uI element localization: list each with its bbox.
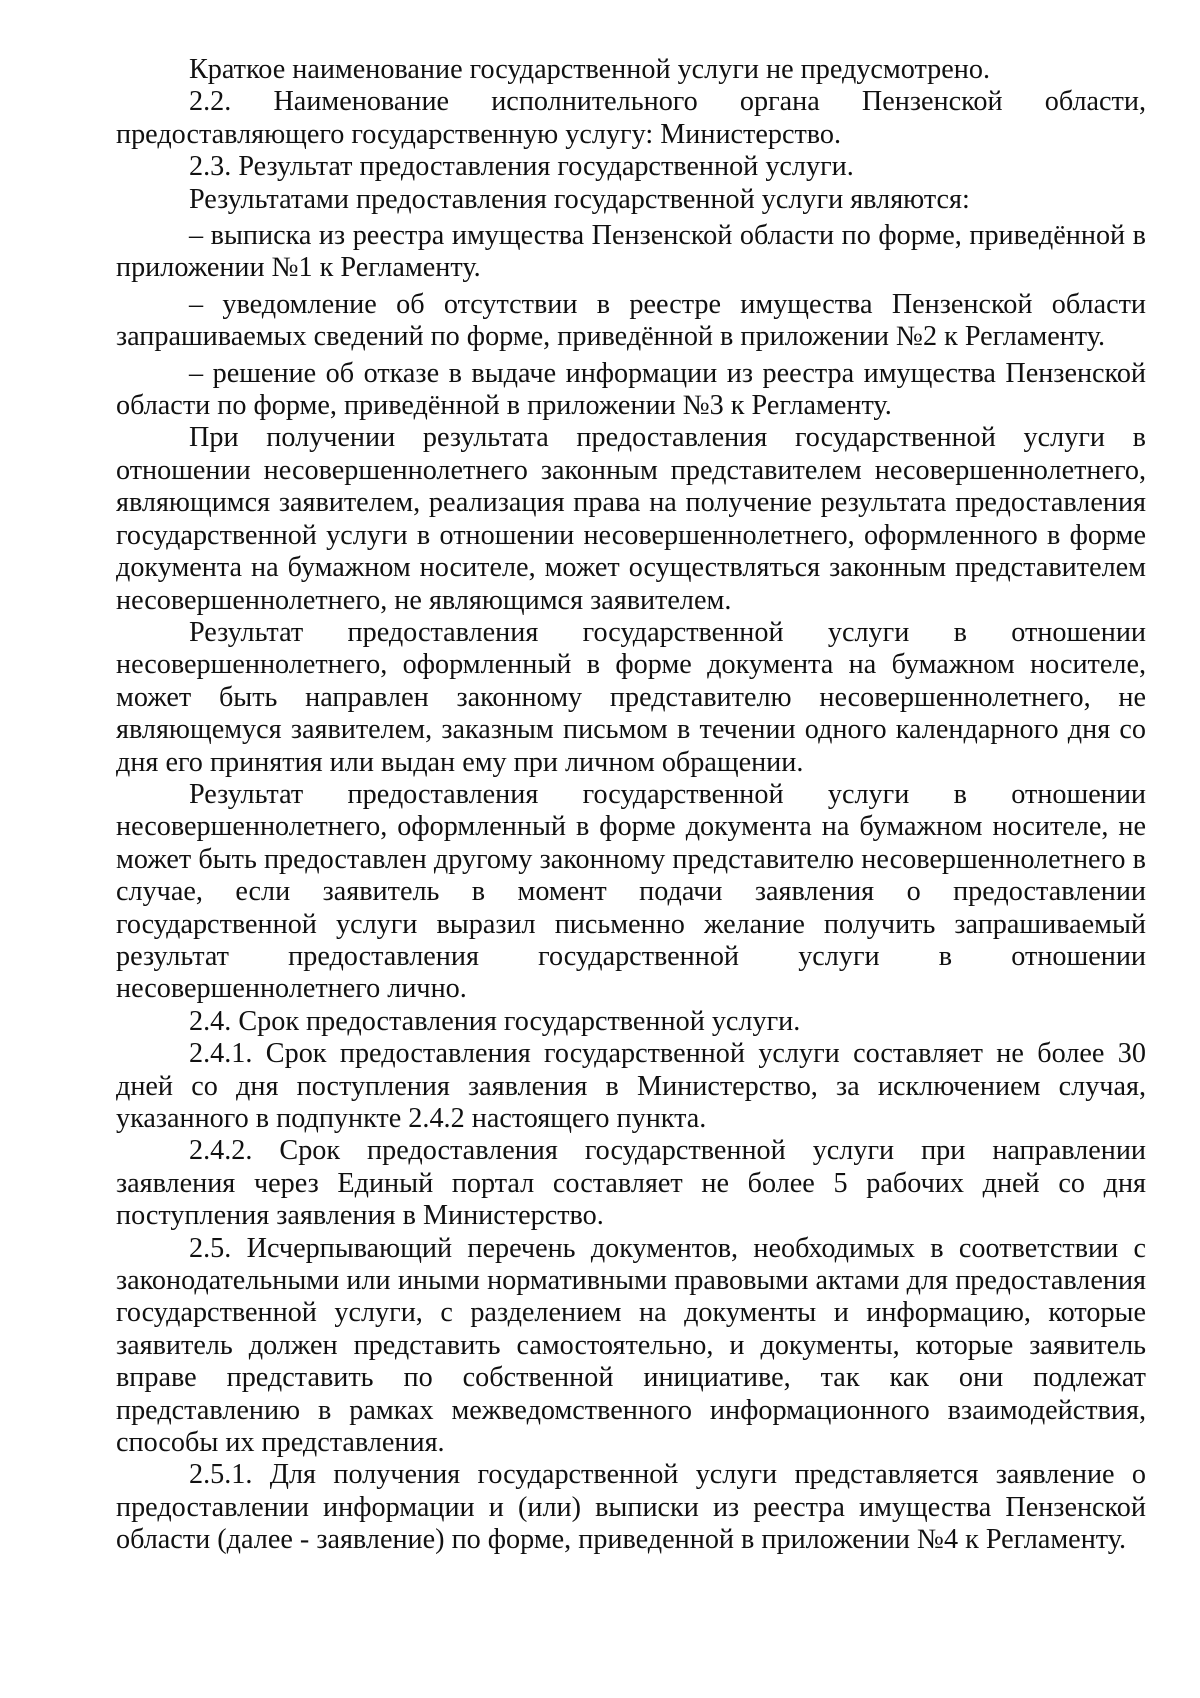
paragraph-minor-representative: При получении результата предоставления государственной услуги в отношении несовершеннолетнего законным представителем несовершеннолетнего, являющимся заявителем, реализация права на получение результата предоставления государственной услуги в отношении несовершеннолетнего, оформленного в форме документа на бумажном носителе, может осуществляться законным представителем несовершеннолетнего, не являющимся заявителем.	[116, 422, 1146, 616]
paragraph-short-name: Краткое наименование государственной услуги не предусмотрено.	[189, 54, 990, 85]
list-item-refusal: – решение об отказе в выдаче информации из реестра имущества Пензенской области по форме, приведённой в приложении №3 к Регламенту.	[116, 357, 1146, 422]
list-item-notice: – уведомление об отсутствии в реестре имущества Пензенской области запрашиваемых сведений по форме, приведённой в приложении №2 к Регламенту.	[116, 288, 1146, 353]
paragraph-minor-mail: Результат предоставления государственной услуги в отношении несовершеннолетнего, оформленный в форме документа на бумажном носителе, может быть направлен законному представителю несовершеннолетнего, не являющемуся заявителем, заказным письмом в течении одного календарного дня со дня его принятия или выдан ему при личном обращении.	[116, 616, 1146, 778]
paragraph-minor-personal: Результат предоставления государственной услуги в отношении несовершеннолетнего, оформленный в форме документа на бумажном носителе, не может быть предоставлен другому законному представителю несовершеннолетнего в случае, если заявитель в момент подачи заявления о предоставлении государственной услуги выразил письменно желание получить запрашиваемый результат предоставления государственной услуги в отношении несовершеннолетнего лично.	[116, 778, 1146, 1005]
paragraph-results-intro: Результатами предоставления государственной услуги являются:	[189, 183, 970, 215]
paragraph-2-4: 2.4. Срок предоставления государственной услуги.	[189, 1005, 801, 1037]
paragraph-2-4-1: 2.4.1. Срок предоставления государственной услуги составляет не более 30 дней со дня поступления заявления в Министерство, за исключением случая, указанного в подпункте 2.4.2 настоящего пункта.	[116, 1038, 1146, 1134]
paragraph-2-5: 2.5. Исчерпывающий перечень документов, необходимых в соответствии с законодательными или иными нормативными правовыми актами для предоставления государственной услуги, с разделением на документы и информацию, которые заявитель должен представить самостоятельно, и документы, которые заявитель вправе представить по собственной инициативе, так как они подлежат представлению в рамках межведомственного информационного взаимодействия, способы их представления.	[116, 1232, 1146, 1459]
paragraph-2-4-2: 2.4.2. Срок предоставления государственной услуги при направлении заявления через Единый портал составляет не более 5 рабочих дней со дня поступления заявления в Министерство.	[116, 1135, 1146, 1232]
paragraph-2-2: 2.2. Наименование исполнительного органа Пензенской области, предоставляющего государственную услугу: Министерство.	[116, 86, 1146, 150]
document-page	[116, 54, 1146, 1557]
paragraph-2-3: 2.3. Результат предоставления государственной услуги.	[189, 151, 854, 183]
list-item-extract: – выписка из реестра имущества Пензенской области по форме, приведённой в приложении №1 к Регламенту.	[116, 220, 1146, 284]
paragraph-2-5-1: 2.5.1. Для получения государственной услуги представляется заявление о предоставлении информации и (или) выписки из реестра имущества Пензенской области (далее - заявление) по форме, приведенной в приложении №4 к Регламенту.	[116, 1459, 1146, 1556]
